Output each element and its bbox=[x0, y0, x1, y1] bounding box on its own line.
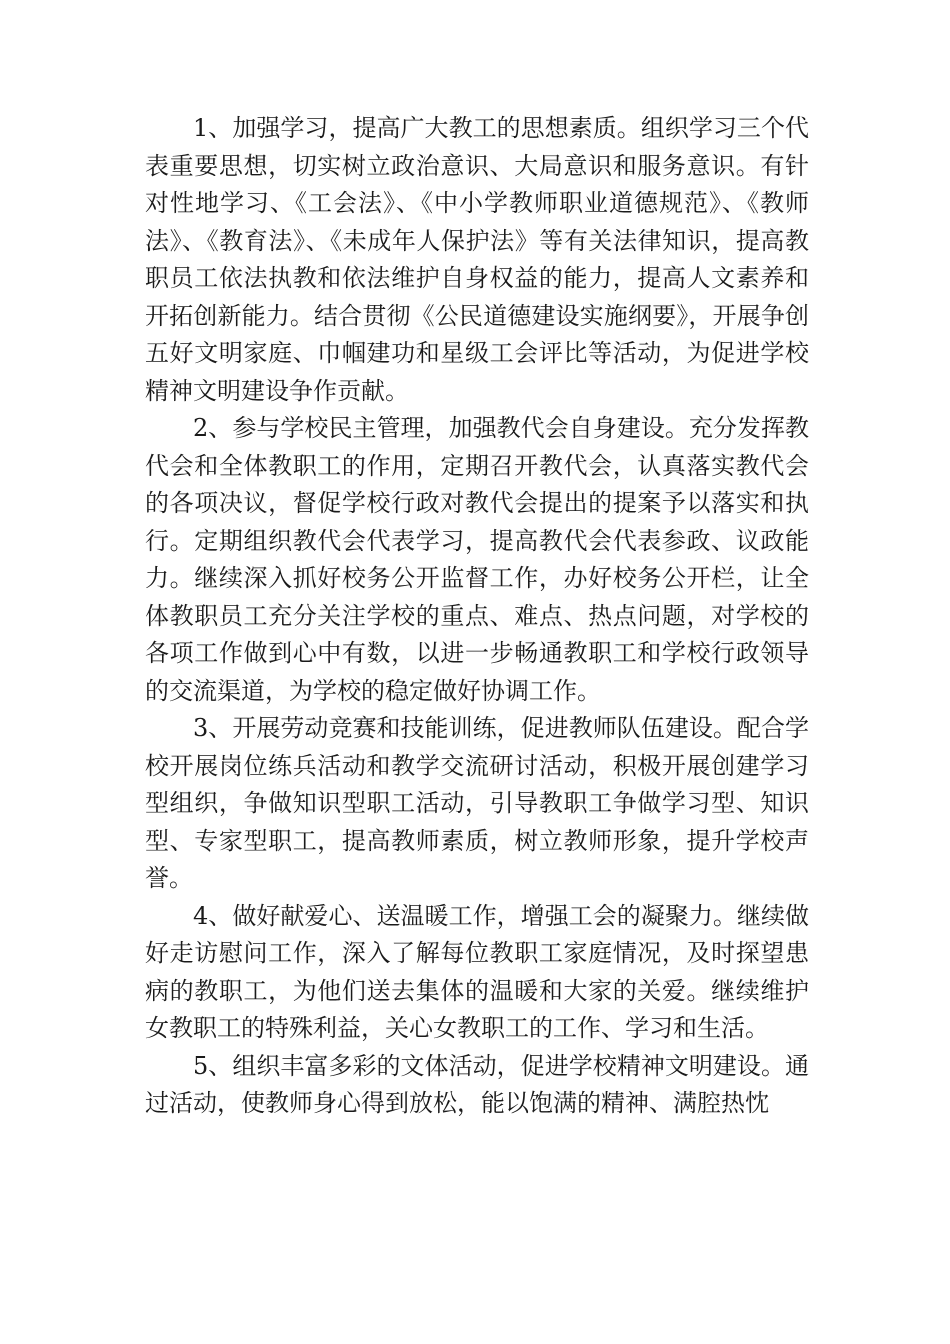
document-body bbox=[145, 110, 809, 1123]
paragraph-5: 5、组织丰富多彩的文体活动，促进学校精神文明建设。通过活动，使教师身心得到放松，能以饱满的精神、满腔热忱 bbox=[145, 1051, 809, 1117]
paragraph-4: 4、做好献爱心、送温暖工作，增强工会的凝聚力。继续做好走访慰问工作，深入了解每位教职工家庭情况，及时探望患病的教职工，为他们送去集体的温暖和大家的关爱。继续维护女教职工的特殊利益，关心女教职工的工作、学习和生活。 bbox=[145, 901, 809, 1042]
paragraph-2: 2、参与学校民主管理，加强教代会自身建设。充分发挥教代会和全体教职工的作用，定期召开教代会，认真落实教代会的各项决议，督促学校行政对教代会提出的提案予以落实和执行。定期组织教代会代表学习，提高教代会代表参政、议政能力。继续深入抓好校务公开监督工作，办好校务公开栏，让全体教职员工充分关注学校的重点、难点、热点问题，对学校的各项工作做到心中有数，以进一步畅通教职工和学校行政领导的交流渠道，为学校的稳定做好协调工作。 bbox=[145, 414, 809, 705]
paragraph-1: 1、加强学习，提高广大教工的思想素质。组织学习三个代表重要思想，切实树立政治意识、大局意识和服务意识。有针对性地学习、《工会法》、《中小学教师职业道德规范》、《教师法》、《教育法》、《未成年人保护法》等有关法律知识，提高教职员工依法执教和依法维护自身权益的能力，提高人文素养和开拓创新能力。结合贯彻《公民道德建设实施纲要》，开展争创五好文明家庭、巾帼建功和星级工会评比等活动，为促进学校精神文明建设争作贡献。 bbox=[145, 114, 809, 405]
paragraph-3: 3、开展劳动竞赛和技能训练，促进教师队伍建设。配合学校开展岗位练兵活动和教学交流研讨活动，积极开展创建学习型组织，争做知识型职工活动，引导教职工争做学习型、知识型、专家型职工，提高教师素质，树立教师形象，提升学校声誉。 bbox=[145, 714, 809, 892]
